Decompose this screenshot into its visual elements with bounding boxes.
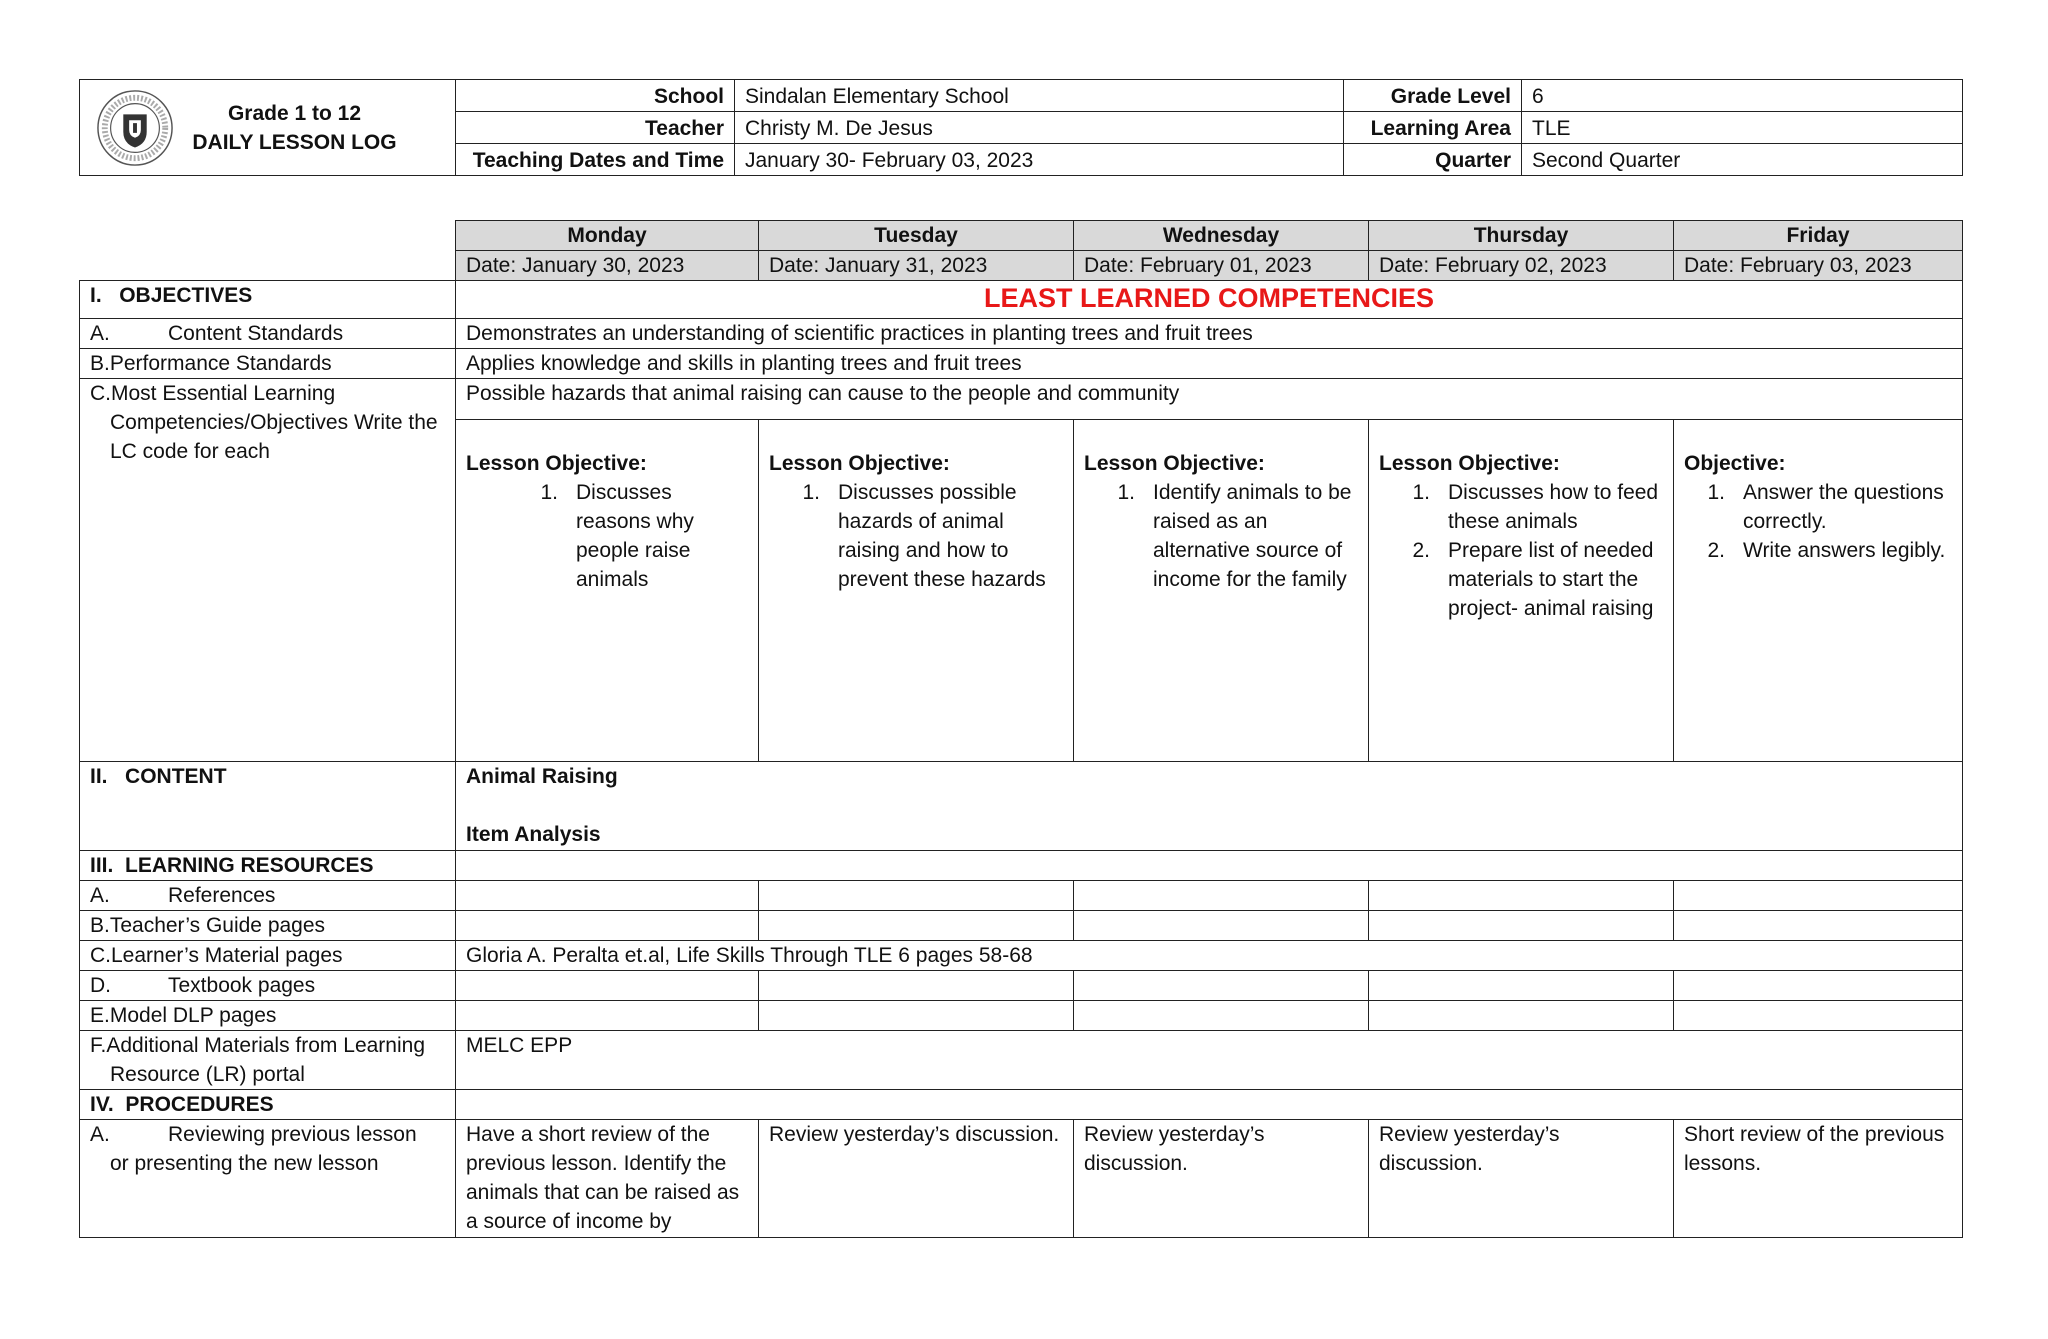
lesson-log-table [79, 220, 1963, 1238]
day-thursday: Thursday [1369, 221, 1674, 251]
review-friday: Short review of the previous lessons. [1674, 1120, 1963, 1238]
deped-seal-icon [96, 89, 174, 167]
learning-area-label: Learning Area [1344, 112, 1522, 144]
day-monday: Monday [456, 221, 759, 251]
learning-area-value: TLE [1522, 112, 1963, 144]
textbook-prefix: D. [90, 974, 111, 997]
content-heading [80, 762, 456, 851]
review-thursday: Review yesterday’s discussion. [1369, 1120, 1674, 1238]
melc-label-text: C.Most Essential Learning Competencies/Objectives Write the LC code for each [90, 382, 438, 463]
day-tuesday: Tuesday [759, 221, 1074, 251]
list-item: 1. Identify animals to be raised as an alternative source of income for the family [1117, 481, 1352, 591]
list-item: 1. Discusses how to feed these animals [1412, 481, 1659, 533]
content-line-1: Animal Raising [466, 765, 618, 788]
lesson-objective-label: Lesson Objective: [769, 452, 950, 475]
objective-list [1684, 478, 1952, 565]
teacher-label: Teacher [456, 112, 735, 144]
objective-list [466, 478, 748, 594]
dates-value: January 30- February 03, 2023 [735, 144, 1344, 176]
objective-monday [456, 420, 759, 762]
procedures-label: PROCEDURES [125, 1093, 274, 1116]
objective-list [769, 478, 1063, 594]
objective-friday [1674, 420, 1963, 762]
date-friday: Date: February 03, 2023 [1674, 251, 1963, 281]
review-label [80, 1120, 456, 1238]
teachers-guide-label: B.Teacher’s Guide pages [80, 911, 456, 941]
grade-level-label: Grade Level [1344, 80, 1522, 112]
objective-list [1379, 478, 1663, 623]
list-item: 2. Prepare list of needed materials to start the project- animal raising [1412, 539, 1654, 620]
list-item: 1. Answer the questions correctly. [1707, 481, 1944, 533]
objectives-num: I. [90, 284, 102, 307]
review-text-2: or presenting the new lesson [110, 1152, 379, 1175]
quarter-value: Second Quarter [1522, 144, 1963, 176]
melc-value: Possible hazards that animal raising can cause to the people and community [456, 379, 1963, 420]
procedures-num: IV. [90, 1093, 114, 1116]
textbook-label [80, 971, 456, 1001]
teacher-value: Christy M. De Jesus [735, 112, 1344, 144]
content-standards-text: Content Standards [168, 322, 344, 345]
school-value: Sindalan Elementary School [735, 80, 1344, 112]
header-logo-cell [80, 80, 456, 176]
date-wednesday: Date: February 01, 2023 [1074, 251, 1369, 281]
objective-list [1084, 478, 1358, 594]
lesson-log-header [79, 79, 1963, 176]
review-text-1: Reviewing previous lesson [168, 1123, 417, 1146]
additional-materials-label [80, 1031, 456, 1090]
list-item: 2. Write answers legibly. [1707, 539, 1946, 562]
references-prefix: A. [90, 884, 110, 907]
objective-label: Objective: [1684, 452, 1786, 475]
content-num: II. [90, 765, 108, 788]
performance-standards-value: Applies knowledge and skills in planting trees and fruit trees [456, 349, 1963, 379]
review-monday: Have a short review of the previous lesson. Identify the animals that can be raised as a source of income by [456, 1120, 759, 1238]
list-item: 1. Discusses possible hazards of animal raising and how to prevent these hazards [802, 481, 1046, 591]
objectives-label: OBJECTIVES [119, 284, 253, 307]
content-standards-label [80, 319, 456, 349]
grade-level-value: 6 [1522, 80, 1963, 112]
references-text: References [168, 884, 276, 907]
title-dll: DAILY LESSON LOG [192, 130, 397, 154]
learners-material-value: Gloria A. Peralta et.al, Life Skills Through TLE 6 pages 58-68 [456, 941, 1963, 971]
review-prefix: A. [90, 1123, 110, 1146]
dates-label: Teaching Dates and Time [456, 144, 735, 176]
procedures-heading [80, 1090, 456, 1120]
content-value [456, 762, 1963, 851]
content-label: CONTENT [125, 765, 227, 788]
content-line-2: Item Analysis [466, 823, 601, 846]
lesson-objective-label: Lesson Objective: [1379, 452, 1560, 475]
lesson-objective-label: Lesson Objective: [1084, 452, 1265, 475]
additional-materials-text: F.Additional Materials from Learning Resource (LR) portal [90, 1034, 425, 1086]
textbook-text: Textbook pages [168, 974, 316, 997]
references-label [80, 881, 456, 911]
review-wednesday: Review yesterday’s discussion. [1074, 1120, 1369, 1238]
objectives-heading [80, 281, 456, 319]
performance-standards-label: B.Performance Standards [80, 349, 456, 379]
date-monday: Date: January 30, 2023 [456, 251, 759, 281]
objective-thursday [1369, 420, 1674, 762]
least-learned-banner: LEAST LEARNED COMPETENCIES [456, 281, 1963, 319]
title-grade: Grade 1 to 12 [227, 101, 362, 125]
date-thursday: Date: February 02, 2023 [1369, 251, 1674, 281]
lesson-objective-label: Lesson Objective: [466, 452, 647, 475]
resources-heading [80, 851, 456, 881]
objective-tuesday [759, 420, 1074, 762]
list-item: 1. Discusses reasons why people raise animals [540, 481, 694, 591]
day-wednesday: Wednesday [1074, 221, 1369, 251]
school-label: School [456, 80, 735, 112]
day-friday: Friday [1674, 221, 1963, 251]
resources-num: III. [90, 854, 114, 877]
resources-label: LEARNING RESOURCES [125, 854, 374, 877]
learners-material-label: C.Learner’s Material pages [80, 941, 456, 971]
quarter-label: Quarter [1344, 144, 1522, 176]
model-dlp-label: E.Model DLP pages [80, 1001, 456, 1031]
content-standards-prefix: A. [90, 322, 110, 345]
date-tuesday: Date: January 31, 2023 [759, 251, 1074, 281]
melc-label [80, 379, 456, 762]
additional-materials-value: MELC EPP [456, 1031, 1963, 1090]
review-tuesday: Review yesterday’s discussion. [759, 1120, 1074, 1238]
objective-wednesday [1074, 420, 1369, 762]
content-standards-value: Demonstrates an understanding of scientific practices in planting trees and fruit trees [456, 319, 1963, 349]
